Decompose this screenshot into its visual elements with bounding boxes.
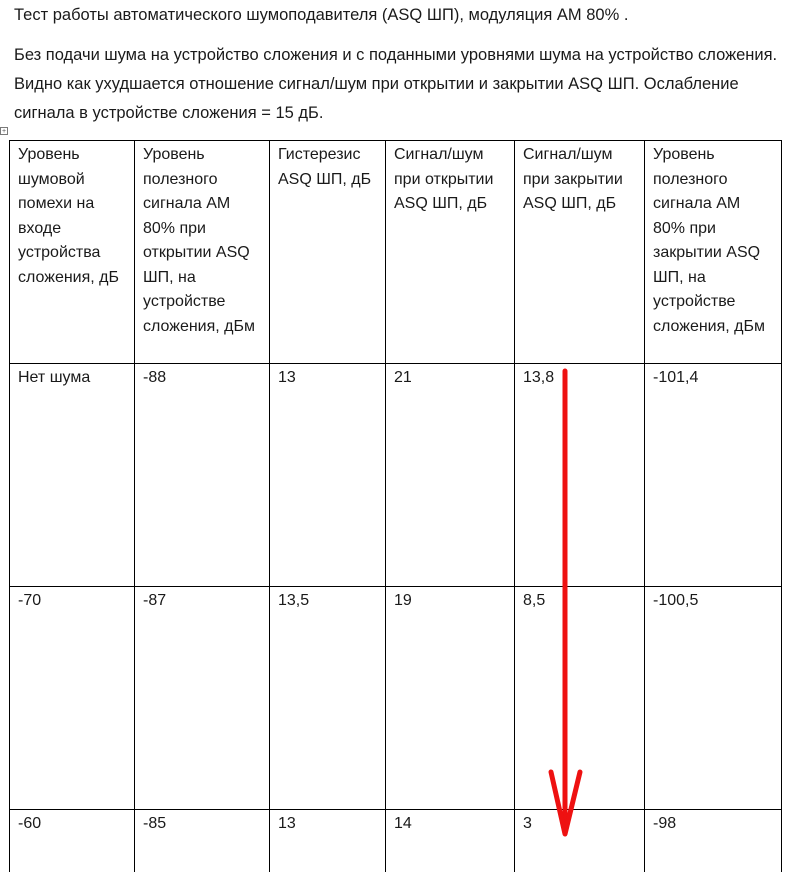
cell-hysteresis: 13,5 (270, 587, 386, 810)
cell-noise-level: -70 (10, 587, 135, 810)
cell-signal-open: -85 (135, 810, 270, 872)
header-signal-close: Уровень полезного сигнала АМ 80% при закрытии ASQ ШП, на устройстве сложения, дБм (645, 141, 782, 364)
cell-signal-open: -88 (135, 364, 270, 587)
cell-snr-close: 13,8 (515, 364, 645, 587)
cell-snr-open: 14 (386, 810, 515, 872)
table-header-row (10, 141, 782, 364)
table-row (10, 587, 782, 810)
table-row (10, 810, 782, 872)
header-hysteresis: Гистерезис ASQ ШП, дБ (270, 141, 386, 364)
cell-hysteresis: 13 (270, 364, 386, 587)
cell-signal-open: -87 (135, 587, 270, 810)
description-paragraph: Без подачи шума на устройство сложения и с поданными уровнями шума на устройство сложения. Видно как ухудшается отношение сигнал/шум при открытии и закрытии ASQ ШП. Ослабление сигнала в устройстве сложения = 15 дБ. (14, 41, 784, 128)
table-row (10, 364, 782, 587)
cell-noise-level: Нет шума (10, 364, 135, 587)
cell-snr-close: 8,5 (515, 587, 645, 810)
cell-snr-close: 3 (515, 810, 645, 872)
header-snr-open: Сигнал/шум при открытии ASQ ШП, дБ (386, 141, 515, 364)
header-signal-open: Уровень полезного сигнала АМ 80% при открытии ASQ ШП, на устройстве сложения, дБм (135, 141, 270, 364)
cell-hysteresis: 13 (270, 810, 386, 872)
header-noise-level: Уровень шумовой помехи на входе устройства сложения, дБ (10, 141, 135, 364)
cell-noise-level: -60 (10, 810, 135, 872)
page-heading: Тест работы автоматического шумоподавителя (ASQ ШП), модуляция АМ 80% . (14, 3, 784, 27)
header-snr-close: Сигнал/шум при закрытии ASQ ШП, дБ (515, 141, 645, 364)
cell-snr-open: 21 (386, 364, 515, 587)
table-move-handle-icon[interactable]: + (0, 127, 8, 135)
cell-snr-open: 19 (386, 587, 515, 810)
cell-signal-close: -100,5 (645, 587, 782, 810)
cell-signal-close: -101,4 (645, 364, 782, 587)
cell-signal-close: -98 (645, 810, 782, 872)
results-table (9, 140, 782, 872)
